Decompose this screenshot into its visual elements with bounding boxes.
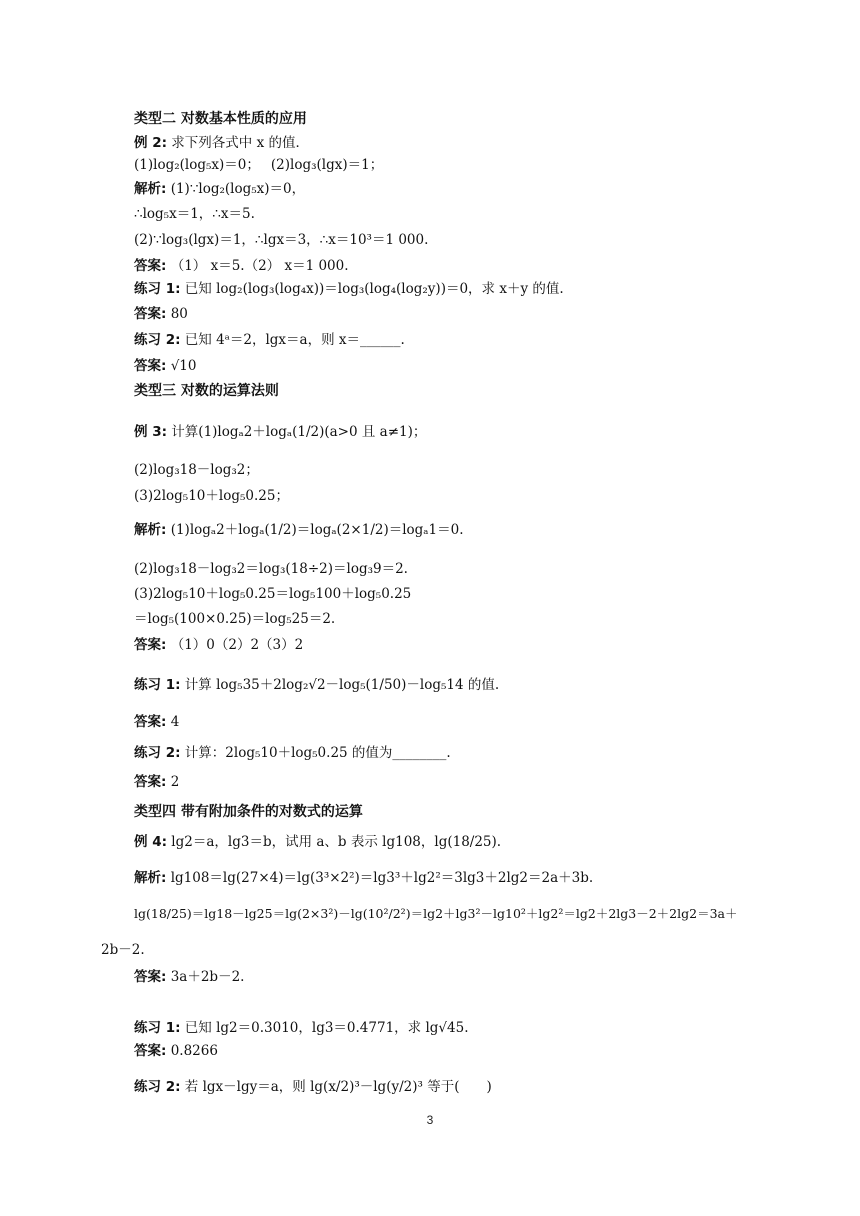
example-text: 求下列各式中 x 的值． <box>171 135 309 151</box>
example-label: 例 2: <box>134 135 167 151</box>
section-heading-type-2: 类型二 对数基本性质的应用 <box>134 111 307 127</box>
exercise-label: 练习 1: <box>134 281 181 297</box>
example-4-solution-line-2: lg(18/25)＝lg18－lg25＝lg(2×3²)－lg(10²/2²)＝lg2＋lg3²－lg10²＋lg2²＝lg2＋2lg3－2＋2lg2＝3a＋ <box>134 906 738 921</box>
exercise-1-prompt <box>134 280 564 298</box>
example-4-prompt <box>134 833 501 851</box>
answer-text: √10 <box>170 358 197 374</box>
example-3-solution-line-3: (3)2log₅10＋log₅0.25＝log₅100＋log₅0.25 <box>134 586 412 602</box>
example-3-solution-line-2: (2)log₃18－log₃2＝log₃(18÷2)＝log₃9＝2. <box>134 561 408 577</box>
solution-label: 解析: <box>134 870 167 886</box>
solution-text: lg108＝lg(27×4)＝lg(3³×2²)＝lg3³＋lg2²＝3lg3＋2lg2＝2a＋3b. <box>170 870 594 886</box>
exercise-1-answer <box>134 305 188 323</box>
answer-label: 答案: <box>134 1043 167 1059</box>
exercise-2-prompt-section-4 <box>134 1078 492 1096</box>
answer-text: （1）0（2）2（3）2 <box>170 637 304 653</box>
exercise-2-prompt-section-3 <box>134 744 451 762</box>
answer-text: 80 <box>170 306 188 322</box>
exercise-label: 练习 1: <box>134 1020 181 1036</box>
example-2-solution-line-3: (2)∵log₃(lgx)＝1，∴lgx＝3，∴x＝10³＝1 000. <box>134 232 429 248</box>
exercise-label: 练习 2: <box>134 745 181 761</box>
example-3-solution-line-4: ＝log₅(100×0.25)＝log₅25＝2. <box>134 611 336 627</box>
example-4-answer <box>134 968 244 986</box>
exercise-1-answer-section-4 <box>134 1042 218 1060</box>
answer-label: 答案: <box>134 969 167 985</box>
example-3-prompt <box>134 423 426 441</box>
answer-label: 答案: <box>134 637 167 653</box>
exercise-text: 若 lgx－lgy＝a，则 lg(x/2)³－lg(y/2)³ 等于( ) <box>184 1079 492 1095</box>
example-3-solution-line-1 <box>134 521 463 539</box>
exercise-1-prompt-section-3 <box>134 676 499 694</box>
answer-text: 4 <box>170 714 180 730</box>
answer-text: 2 <box>170 774 180 790</box>
section-heading-type-3: 类型三 对数的运算法则 <box>134 383 279 399</box>
answer-label: 答案: <box>134 358 167 374</box>
example-label: 例 4: <box>134 834 167 850</box>
exercise-text: 计算 log₅35＋2log₂√2－log₅(1/50)－log₅14 的值. <box>184 677 500 693</box>
example-4-solution-line-3: 2b－2. <box>101 942 145 958</box>
solution-text: (1)logₐ2＋logₐ(1/2)＝logₐ(2×1/2)＝logₐ1＝0. <box>170 522 464 538</box>
example-2-solution-line-2: ∴log₅x＝1，∴x＝5. <box>134 206 255 222</box>
example-2-answer <box>134 257 349 275</box>
exercise-2-answer-section-3 <box>134 773 179 791</box>
answer-label: 答案: <box>134 306 167 322</box>
answer-label: 答案: <box>134 714 167 730</box>
exercise-label: 练习 1: <box>134 677 181 693</box>
exercise-label: 练习 2: <box>134 332 181 348</box>
solution-label: 解析: <box>134 522 167 538</box>
answer-label: 答案: <box>134 774 167 790</box>
solution-label: 解析: <box>134 181 167 197</box>
exercise-text: 计算：2log₅10＋log₅0.25 的值为________. <box>184 745 451 761</box>
exercise-1-answer-section-3 <box>134 713 179 731</box>
answer-text: 0.8266 <box>170 1043 218 1059</box>
exercise-2-prompt <box>134 331 405 349</box>
exercise-2-answer <box>134 357 196 375</box>
example-text: 计算(1)logₐ2＋logₐ(1/2)(a>0 且 a≠1)； <box>171 424 427 440</box>
answer-text: （1） x＝5.（2） x＝1 000. <box>170 258 349 274</box>
answer-text: 3a＋2b－2. <box>170 969 245 985</box>
example-2-prompt <box>134 134 309 152</box>
example-text: lg2＝a，lg3＝b，试用 a、b 表示 lg108，lg(18/25). <box>171 834 502 850</box>
exercise-text: 已知 4ᵃ＝2，lgx＝a，则 x＝______. <box>184 332 405 348</box>
example-2-items: (1)log₂(log₅x)＝0； (2)log₃(lgx)＝1； <box>134 157 384 173</box>
example-label: 例 3: <box>134 424 167 440</box>
exercise-text: 已知 log₂(log₃(log₄x))＝log₃(log₄(log₂y))＝0，求 x＋y 的值. <box>184 281 564 297</box>
exercise-text: 已知 lg2＝0.3010，lg3＝0.4771，求 lg√45. <box>184 1020 469 1036</box>
example-3-item-3: (3)2log₅10＋log₅0.25； <box>134 488 289 504</box>
section-heading-type-4: 类型四 带有附加条件的对数式的运算 <box>134 804 363 820</box>
example-3-item-2: (2)log₃18－log₃2； <box>134 462 259 478</box>
exercise-label: 练习 2: <box>134 1079 181 1095</box>
page-number: 3 <box>426 1113 434 1127</box>
answer-label: 答案: <box>134 258 167 274</box>
example-2-solution-line-1 <box>134 180 305 198</box>
solution-text: (1)∵log₂(log₅x)＝0， <box>170 181 306 197</box>
example-4-solution-line-1 <box>134 869 593 887</box>
exercise-1-prompt-section-4 <box>134 1019 468 1037</box>
example-3-answer <box>134 636 303 654</box>
